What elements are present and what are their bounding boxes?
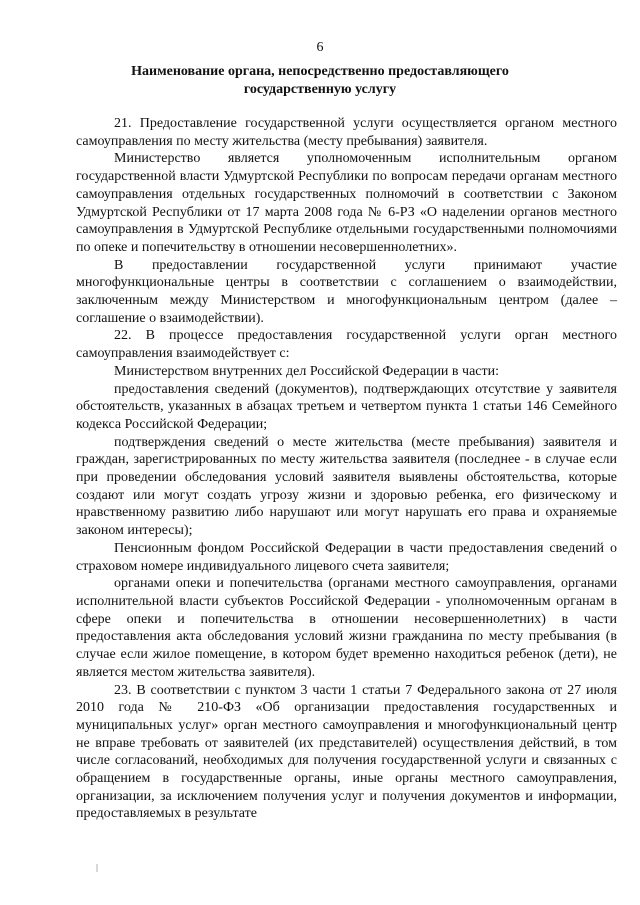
paragraph: предоставления сведений (документов), подтверждающих отсутствие у заявителя обстоятельств, указанных в абзацах третьем и четвертом пункта 1 статьи 146 Семейного кодекса Российской Федерации; bbox=[76, 381, 617, 432]
paragraph: органами опеки и попечительства (органами местного самоуправления, органами исполнительной власти субъектов Российской Федерации - уполномоченным органам в сфере опеки и попечительства в отношении несовершеннолетних) в части предоставления акта обследования условий жизни гражданина по месту пребывания (в случае если жилое помещение, в котором будет временно находиться ребенок (дети), не является местом жительства заявителя). bbox=[76, 576, 617, 680]
page-number: 6 bbox=[316, 40, 324, 55]
document-body bbox=[76, 115, 617, 823]
section-heading: Наименование органа, непосредственно предоставляющего государственную услугу bbox=[131, 64, 509, 97]
paragraph: Министерство является уполномоченным исполнительным органом государственной власти Удмуртской Республики по вопросам передачи органам местного самоуправления отдельных государственных полномочий в соответствии с Законом Удмуртской Республики от 17 марта 2008 года № 6-РЗ «О наделении органов местного самоуправления в Удмуртской Республике отдельными государственными полномочиями по опеке и попечительству в отношении несовершеннолетних». bbox=[76, 151, 617, 255]
paragraph: Министерством внутренних дел Российской Федерации в части: bbox=[114, 363, 500, 379]
paragraph: 22. В процессе предоставления государственной услуги орган местного самоуправления взаимодействует с: bbox=[76, 328, 617, 362]
paragraph: Пенсионным фондом Российской Федерации в части предоставления сведений о страховом номере индивидуального лицевого счета заявителя; bbox=[76, 540, 617, 574]
paragraph: В предоставлении государственной услуги принимают участие многофункциональные центры в соответствии с соглашением о взаимодействии, заключенным между Министерством и многофункциональным центром (далее – соглашение о взаимодействии). bbox=[76, 257, 617, 326]
paragraph: 21. Предоставление государственной услуги осуществляется органом местного самоуправления по месту жительства (месту пребывания) заявителя. bbox=[76, 116, 617, 149]
scan-mark bbox=[96, 864, 98, 872]
paragraph: 23. В соответствии с пунктом 3 части 1 статьи 7 Федерального закона от 27 июля 2010 года № 210-ФЗ «Об организации предоставления государственных и муниципальных услуг» орган местного самоуправления и многофункциональный центр не вправе требовать от заявителей (их представителей) осуществления действий, в том числе согласований, необходимых для получения государственной услуги и связанных с обращением в государственные органы, иные органы местного самоуправления, организации, за исключением получения услуг и получения документов и информации, предоставляемых в результате bbox=[76, 682, 617, 822]
paragraph: подтверждения сведений о месте жительства (месте пребывания) заявителя и граждан, зарегистрированных по месту жительства заявителя (последнее - в случае если при проведении обследования условий заявителя выявлены обстоятельства, которые создают или могут создать угрозу жизни и здоровью ребенка, его физическому и нравственному развитию либо нарушают или могут нарушать его права и охраняемые законом интересы); bbox=[76, 434, 617, 539]
